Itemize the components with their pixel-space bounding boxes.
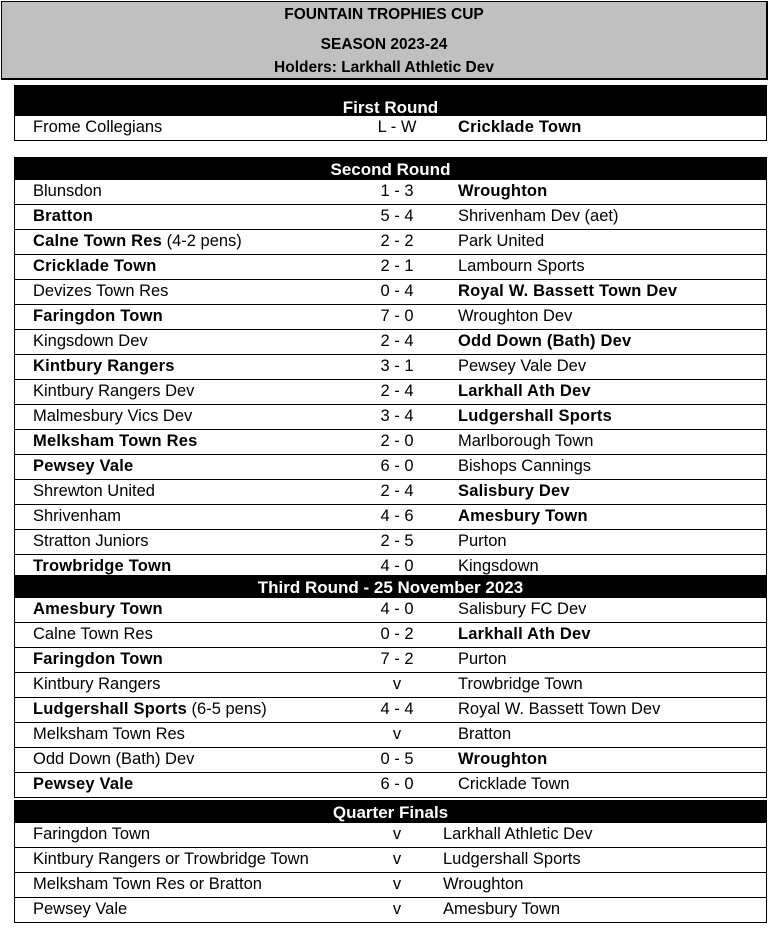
match-row xyxy=(15,429,766,454)
match-score: v xyxy=(392,875,402,893)
away-team-name: Royal W. Bassett Town Dev xyxy=(458,700,661,718)
match-score: 6 - 0 xyxy=(380,775,414,793)
away-team-name: Trowbridge Town xyxy=(458,675,583,693)
away-team-name: Purton xyxy=(458,532,507,550)
home-team xyxy=(33,530,149,553)
match-row xyxy=(15,747,766,772)
away-team-name: Ludgershall Sports xyxy=(458,407,612,425)
away-team-name: Kingsdown xyxy=(458,557,539,575)
away-team-name: Amesbury Town xyxy=(443,900,561,918)
match-row xyxy=(15,404,766,429)
home-team-name: Melksham Town Res xyxy=(33,725,185,743)
match-score: v xyxy=(392,850,402,868)
home-team xyxy=(33,748,194,771)
match-score: 4 - 0 xyxy=(380,557,414,575)
home-team-name: Pewsey Vale xyxy=(33,775,134,793)
match-score: 2 - 4 xyxy=(380,382,414,400)
cup-title: FOUNTAIN TROPHIES CUP xyxy=(284,6,484,23)
match-row xyxy=(15,722,766,747)
match-row xyxy=(15,504,766,529)
match-row xyxy=(15,479,766,504)
home-team xyxy=(33,430,197,453)
home-team-name: Blunsdon xyxy=(33,182,102,200)
match-row xyxy=(15,254,766,279)
match-score: 0 - 2 xyxy=(380,625,414,643)
match-score: 7 - 0 xyxy=(380,307,414,325)
home-team-name: Kingsdown Dev xyxy=(33,332,148,350)
match-score: v xyxy=(392,825,402,843)
match-row xyxy=(15,116,766,140)
home-team xyxy=(33,723,185,746)
match-score: 4 - 4 xyxy=(380,700,414,718)
away-team-name: Marlborough Town xyxy=(458,432,594,450)
home-team xyxy=(33,823,150,846)
season-label: SEASON 2023-24 xyxy=(320,36,448,53)
match-score: 3 - 4 xyxy=(380,407,414,425)
away-team-name: Cricklade Town xyxy=(458,118,582,136)
home-team-name: Amesbury Town xyxy=(33,600,163,618)
home-team-name: Faringdon Town xyxy=(33,650,163,668)
match-row xyxy=(15,229,766,254)
match-score: v xyxy=(392,725,402,743)
home-team-name: Melksham Town Res xyxy=(33,432,198,450)
match-row xyxy=(15,279,766,304)
away-team-name: Wroughton Dev xyxy=(458,307,573,325)
away-team-name: Wroughton xyxy=(458,182,548,200)
match-row xyxy=(15,329,766,354)
away-team-name: Bishops Cannings xyxy=(458,457,591,475)
home-team xyxy=(33,205,93,228)
home-team xyxy=(33,355,175,378)
match-row xyxy=(15,847,766,872)
away-team-name: Odd Down (Bath) Dev xyxy=(458,332,632,350)
away-team-name: Ludgershall Sports xyxy=(443,850,581,868)
home-team-name: Cricklade Town xyxy=(33,257,157,275)
match-row xyxy=(15,454,766,479)
match-row xyxy=(15,872,766,897)
match-row xyxy=(15,672,766,697)
home-team xyxy=(33,305,163,328)
match-score: 6 - 0 xyxy=(380,457,414,475)
match-score: 2 - 5 xyxy=(380,532,414,550)
home-team-name: Pewsey Vale xyxy=(33,457,134,475)
home-team-name: Calne Town Res xyxy=(33,625,153,643)
match-score: 2 - 4 xyxy=(380,482,414,500)
home-team-name: Kintbury Rangers or Trowbridge Town xyxy=(33,850,309,868)
home-team xyxy=(33,673,160,696)
cup-header xyxy=(1,1,768,80)
home-team xyxy=(33,255,157,278)
match-score: 2 - 0 xyxy=(380,432,414,450)
holders-label: Holders: Larkhall Athletic Dev xyxy=(274,59,494,76)
home-team xyxy=(33,648,163,671)
home-team-name: Kintbury Rangers Dev xyxy=(33,382,195,400)
away-team-name: Royal W. Bassett Town Dev xyxy=(458,282,678,300)
away-team-name: Salisbury FC Dev xyxy=(458,600,587,618)
match-row xyxy=(15,647,766,672)
match-row xyxy=(15,379,766,404)
away-team-name: Bratton xyxy=(458,725,512,743)
home-team-name: Trowbridge Town xyxy=(33,557,172,575)
home-team-name: Ludgershall Sports xyxy=(33,700,187,718)
away-team-name: Cricklade Town xyxy=(458,775,570,793)
home-team xyxy=(33,280,168,303)
home-team xyxy=(33,898,127,921)
home-team xyxy=(33,480,155,503)
section-title: Second Round xyxy=(15,158,766,180)
match-row xyxy=(15,598,766,622)
away-team-name: Lambourn Sports xyxy=(458,257,585,275)
first-round-section xyxy=(14,85,767,141)
away-team-name: Pewsey Vale Dev xyxy=(458,357,587,375)
home-team-name: Faringdon Town xyxy=(33,825,151,843)
section-title: Third Round - 25 November 2023 xyxy=(15,576,766,598)
away-team-name: Salisbury Dev xyxy=(458,482,570,500)
home-team xyxy=(33,773,133,796)
match-row xyxy=(15,823,766,847)
section-title: First Round xyxy=(15,86,766,116)
home-team-name: Pewsey Vale xyxy=(33,900,128,918)
quarter-finals-section xyxy=(14,800,767,923)
match-score: 0 - 5 xyxy=(380,750,414,768)
home-team-name: Bratton xyxy=(33,207,94,225)
third-round-section xyxy=(14,575,767,798)
home-team xyxy=(33,698,267,721)
home-team-name: Frome Collegians xyxy=(33,118,163,136)
match-list xyxy=(15,116,766,140)
away-team-name: Purton xyxy=(458,650,507,668)
home-team xyxy=(33,848,309,871)
home-team xyxy=(33,873,262,896)
match-list xyxy=(15,823,766,922)
home-team-name: Shrewton United xyxy=(33,482,155,500)
match-row xyxy=(15,697,766,722)
section-title: Quarter Finals xyxy=(15,801,766,823)
home-team xyxy=(33,180,102,203)
match-row xyxy=(15,204,766,229)
match-list xyxy=(15,180,766,579)
away-team-name: Larkhall Ath Dev xyxy=(458,625,591,643)
home-team-note: (4-2 pens) xyxy=(162,232,242,250)
away-team-name: Larkhall Athletic Dev xyxy=(443,825,593,843)
match-row xyxy=(15,772,766,797)
home-team-name: Odd Down (Bath) Dev xyxy=(33,750,195,768)
home-team xyxy=(33,598,163,621)
match-score: v xyxy=(392,900,402,918)
home-team-name: Kintbury Rangers xyxy=(33,675,161,693)
match-row xyxy=(15,354,766,379)
home-team xyxy=(33,505,121,528)
away-team-name: Shrivenham Dev (aet) xyxy=(458,207,619,225)
home-team-name: Devizes Town Res xyxy=(33,282,169,300)
match-row xyxy=(15,304,766,329)
match-score: 3 - 1 xyxy=(380,357,414,375)
home-team-name: Kintbury Rangers xyxy=(33,357,175,375)
home-team-name: Melksham Town Res or Bratton xyxy=(33,875,262,893)
home-team xyxy=(33,230,242,253)
away-team-name: Amesbury Town xyxy=(458,507,588,525)
match-row xyxy=(15,180,766,204)
match-score: 2 - 2 xyxy=(380,232,414,250)
away-team-name: Larkhall Ath Dev xyxy=(458,382,591,400)
home-team xyxy=(33,405,192,428)
match-score: L - W xyxy=(377,118,417,136)
match-row xyxy=(15,622,766,647)
match-score: 4 - 0 xyxy=(380,600,414,618)
match-score: 2 - 4 xyxy=(380,332,414,350)
home-team xyxy=(33,380,194,403)
match-row xyxy=(15,897,766,922)
match-score: 7 - 2 xyxy=(380,650,414,668)
home-team-name: Calne Town Res xyxy=(33,232,163,250)
home-team xyxy=(33,623,153,646)
home-team-note: (6-5 pens) xyxy=(186,700,267,718)
match-score: 1 - 3 xyxy=(380,182,414,200)
home-team-name: Stratton Juniors xyxy=(33,532,149,550)
home-team-name: Shrivenham xyxy=(33,507,122,525)
match-score: 5 - 4 xyxy=(380,207,414,225)
match-score: v xyxy=(392,675,402,693)
home-team-name: Malmesbury Vics Dev xyxy=(33,407,193,425)
match-list xyxy=(15,598,766,797)
match-score: 2 - 1 xyxy=(380,257,414,275)
second-round-section xyxy=(14,157,767,580)
home-team xyxy=(33,455,133,478)
match-row xyxy=(15,529,766,554)
away-team-name: Park United xyxy=(458,232,545,250)
home-team xyxy=(33,330,148,353)
home-team xyxy=(33,116,162,139)
match-score: 4 - 6 xyxy=(380,507,414,525)
away-team-name: Wroughton xyxy=(443,875,524,893)
match-score: 0 - 4 xyxy=(380,282,414,300)
away-team-name: Wroughton xyxy=(458,750,548,768)
home-team-name: Faringdon Town xyxy=(33,307,163,325)
